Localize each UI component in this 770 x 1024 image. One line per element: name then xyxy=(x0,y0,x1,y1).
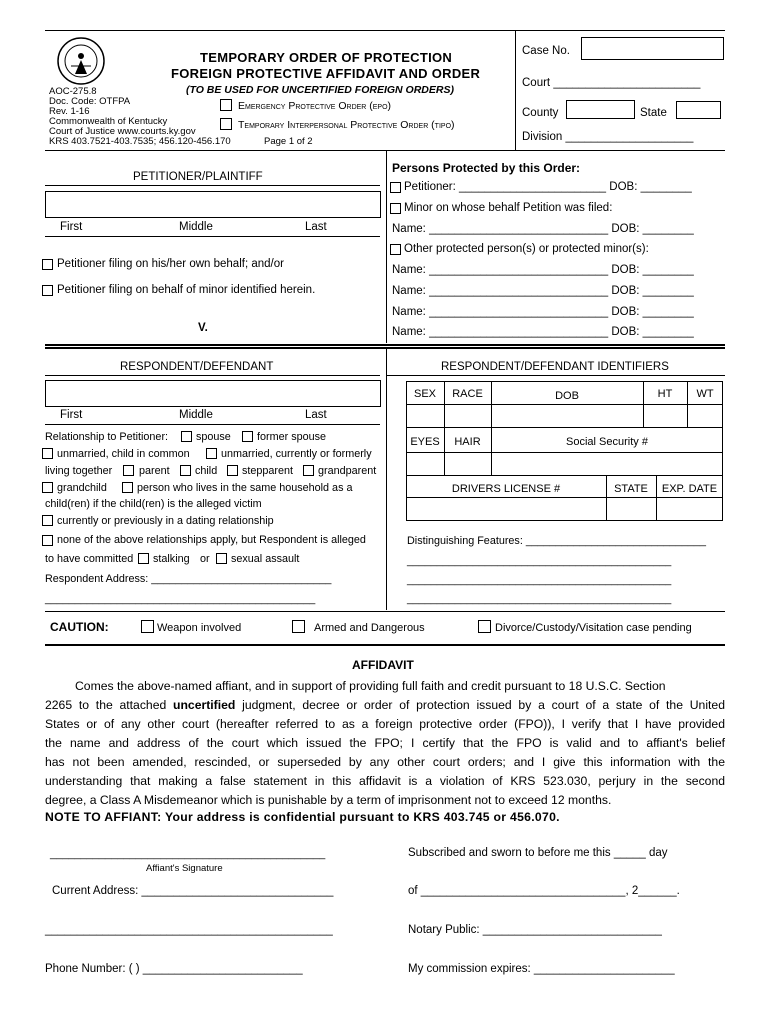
sex-header: SEX xyxy=(413,388,436,400)
unmarried-child-label: unmarried, child in common xyxy=(57,448,190,460)
affidavit-line-3: States or of any other court (hereafter referred to as a foreign protective order (FPO)), I verify that I have provided xyxy=(45,717,725,731)
sexual-assault-checkbox[interactable] xyxy=(216,553,227,564)
epo-label: Emergency Protective Order (epo) xyxy=(238,100,392,112)
grandchild-label: grandchild xyxy=(57,482,107,494)
none-above-label: none of the above relationships apply, but Respondent is alleged xyxy=(57,534,366,546)
divorce-label: Divorce/Custody/Visitation case pending xyxy=(495,622,692,634)
notary-public-field[interactable]: Notary Public: ____________________________ xyxy=(408,924,662,936)
caution-top-rule xyxy=(45,611,725,612)
commission-expires-field[interactable]: My commission expires: ______________________ xyxy=(408,963,675,975)
features-line-1[interactable]: ____________________________________________ xyxy=(407,555,672,567)
relationship-label: Relationship to Petitioner: xyxy=(45,431,169,443)
form-subtitle: (TO BE USED FOR UNCERTIFIED FOREIGN ORDERS) xyxy=(186,84,454,96)
respondent-last-label: Last xyxy=(305,409,327,421)
affiant-signature-field[interactable]: _____________________________________________ xyxy=(50,848,326,860)
affidavit-line-6: understanding that making a false statement in this affidavit is a violation of KRS 523.030, perjury in the second xyxy=(45,774,725,788)
spouse-checkbox[interactable] xyxy=(181,431,192,442)
form-title-2: FOREIGN PROTECTIVE AFFIDAVIT AND ORDER xyxy=(171,66,481,81)
division-field[interactable]: Division ____________________ xyxy=(522,131,694,143)
minor-behalf-checkbox[interactable] xyxy=(42,285,53,296)
former-spouse-label: former spouse xyxy=(257,431,327,443)
protected-heading: Persons Protected by this Order: xyxy=(392,161,581,175)
minor-label: Minor on whose behalf Petition was filed: xyxy=(404,202,613,214)
race-header: RACE xyxy=(452,388,483,400)
current-address-field[interactable]: Current Address: ______________________________ xyxy=(52,885,334,897)
header-bottom-rule xyxy=(45,150,725,151)
identifiers-table xyxy=(406,381,723,521)
own-behalf-label: Petitioner filing on his/her own behalf; and/or xyxy=(57,258,284,270)
id-row-line-5 xyxy=(406,497,723,498)
state-label: State xyxy=(640,107,667,119)
petitioner-middle-label: Middle xyxy=(179,221,213,233)
form-number: AOC-275.8 xyxy=(49,86,97,97)
affidavit-line-1: Comes the above-named affiant, and in support of providing full faith and credit pursuant to 18 U.S.C. Section xyxy=(75,679,666,693)
exp-date-header: EXP. DATE xyxy=(661,483,718,495)
living-together-label: living together xyxy=(45,465,113,477)
other-name-field-2[interactable]: Name: ____________________________ DOB: ________ xyxy=(392,285,694,297)
ssn-header: Social Security # xyxy=(566,436,648,448)
or-label: or xyxy=(200,553,210,565)
header-divider xyxy=(515,30,516,150)
affidavit-line-2: 2265 to the attached uncertified judgment, decree or order of protection issued by a court of a state of the United xyxy=(45,698,725,712)
minor-behalf-label: Petitioner filing on behalf of minor identified herein. xyxy=(57,284,316,296)
id-col-line xyxy=(656,475,657,521)
doc-code: Doc. Code: OTFPA xyxy=(49,96,131,107)
protected-divider xyxy=(386,150,387,343)
dating-label: currently or previously in a dating relationship xyxy=(57,515,274,527)
id-col-line xyxy=(491,381,492,427)
features-line-3[interactable]: ____________________________________________ xyxy=(407,593,672,605)
hair-header: HAIR xyxy=(454,436,481,448)
affiant-note: NOTE TO AFFIANT: Your address is confidential pursuant to KRS 403.745 or 456.070. xyxy=(45,810,560,824)
distinguishing-features-field[interactable]: Distinguishing Features: ______________________________ xyxy=(407,535,706,547)
divorce-checkbox[interactable] xyxy=(478,620,491,633)
petitioner-last-label: Last xyxy=(305,221,327,233)
form-title-1: TEMPORARY ORDER OF PROTECTION xyxy=(200,50,453,65)
identifiers-heading: RESPONDENT/DEFENDANT IDENTIFIERS xyxy=(441,361,669,373)
wt-header: WT xyxy=(696,388,714,400)
tipo-label: Temporary Interpersonal Protective Order (tipo) xyxy=(238,119,455,131)
grandparent-label: grandparent xyxy=(318,465,377,477)
other-name-field-1[interactable]: Name: ____________________________ DOB: ________ xyxy=(392,264,694,276)
child-label: child xyxy=(195,465,218,477)
stalking-label: stalking xyxy=(153,553,190,565)
own-behalf-checkbox[interactable] xyxy=(42,259,53,270)
petitioner-name-field[interactable] xyxy=(45,191,381,218)
respondent-address-field[interactable]: Respondent Address: ______________________________ xyxy=(45,573,332,585)
affidavit-heading: AFFIDAVIT xyxy=(352,658,414,672)
committed-label: to have committed xyxy=(45,553,134,565)
county-field[interactable] xyxy=(566,100,635,119)
state-field[interactable] xyxy=(676,101,721,119)
stalking-checkbox[interactable] xyxy=(138,553,149,564)
license-header: DRIVERS LICENSE # xyxy=(451,483,561,495)
revision: Rev. 1-16 xyxy=(49,106,90,117)
protected-petitioner-checkbox[interactable] xyxy=(390,182,401,193)
identifiers-divider xyxy=(386,348,387,610)
affidavit-line-5: has not been amended, rescinded, or superseded by any other court orders; and I give this information with the xyxy=(45,755,725,769)
krs-reference: KRS 403.7521-403.7535; 456.120-456.170 xyxy=(49,136,231,147)
id-row-line-3 xyxy=(406,452,723,453)
section-rule xyxy=(45,344,725,346)
tipo-checkbox[interactable] xyxy=(220,118,232,130)
versus: V. xyxy=(198,322,208,334)
id-row-line-4 xyxy=(406,475,723,476)
section-rule-2 xyxy=(45,347,725,349)
ht-header: HT xyxy=(657,388,673,400)
id-row-line-2 xyxy=(406,427,723,428)
respondent-heading: RESPONDENT/DEFENDANT xyxy=(120,361,274,373)
respondent-middle-label: Middle xyxy=(179,409,213,421)
respondent-rule-2 xyxy=(45,424,380,425)
commonwealth: Commonwealth of Kentucky xyxy=(49,116,168,127)
other-name-field-4[interactable]: Name: ____________________________ DOB: ________ xyxy=(392,326,694,338)
spouse-label: spouse xyxy=(196,431,231,443)
affiant-signature-label: Affiant's Signature xyxy=(146,863,223,874)
petitioner-rule xyxy=(45,185,380,186)
affidavit-top-rule xyxy=(45,644,725,646)
petitioner-first-label: First xyxy=(60,221,83,233)
stepparent-label: stepparent xyxy=(242,465,294,477)
respondent-rule xyxy=(45,375,380,376)
affidavit-line-4: the name and address of the court which issued the FPO; I certify that the FPO is valid and to affiant's belief xyxy=(45,736,725,750)
caution-label: CAUTION: xyxy=(50,620,109,634)
dating-checkbox[interactable] xyxy=(42,515,53,526)
respondent-address-field-2[interactable]: _____________________________________________ xyxy=(45,593,316,605)
grandparent-checkbox[interactable] xyxy=(303,465,314,476)
eyes-header: EYES xyxy=(410,436,440,448)
petitioner-rule-2 xyxy=(45,236,380,237)
armed-label: Armed and Dangerous xyxy=(314,622,425,634)
county-label: County xyxy=(522,107,559,119)
petitioner-heading: PETITIONER/PLAINTIFF xyxy=(133,171,263,183)
household-checkbox[interactable] xyxy=(122,482,133,493)
weapon-checkbox[interactable] xyxy=(141,620,154,633)
respondent-first-label: First xyxy=(60,409,83,421)
armed-checkbox[interactable] xyxy=(292,620,305,633)
address-line-2[interactable]: _____________________________________________ xyxy=(45,924,333,936)
state-header: STATE xyxy=(614,483,648,495)
child-checkbox[interactable] xyxy=(180,465,191,476)
identifiers-rule xyxy=(386,375,725,376)
affidavit-line-7: degree, a Class A Misdemeanor which is punishable by a term of imprisonment not to exceed 12 months. xyxy=(45,793,612,807)
unmarried-formerly-checkbox[interactable] xyxy=(206,448,217,459)
weapon-label: Weapon involved xyxy=(157,622,242,634)
unmarried-child-checkbox[interactable] xyxy=(42,448,53,459)
features-line-2[interactable]: ____________________________________________ xyxy=(407,574,672,586)
case-no-label: Case No. xyxy=(522,45,570,57)
protected-petitioner-field[interactable]: Petitioner: _______________________ DOB: ________ xyxy=(404,181,692,193)
minor-name-field[interactable]: Name: ____________________________ DOB: ________ xyxy=(392,223,694,235)
case-no-field[interactable] xyxy=(581,37,724,60)
parent-checkbox[interactable] xyxy=(123,465,134,476)
page-number: Page 1 of 2 xyxy=(264,136,313,147)
court-of-justice: Court of Justice www.courts.ky.gov xyxy=(49,126,196,137)
id-col-line xyxy=(444,427,445,475)
grandchild-checkbox[interactable] xyxy=(42,482,53,493)
unmarried-formerly-label: unmarried, currently or formerly xyxy=(221,448,372,460)
minor-checkbox[interactable] xyxy=(390,203,401,214)
id-row-line-1 xyxy=(406,404,723,405)
other-protected-label: Other protected person(s) or protected minor(s): xyxy=(404,243,649,255)
epo-checkbox[interactable] xyxy=(220,99,232,111)
date-of-field[interactable]: of ________________________________, 2______. xyxy=(408,885,680,897)
other-protected-checkbox[interactable] xyxy=(390,244,401,255)
none-above-checkbox[interactable] xyxy=(42,535,53,546)
id-col-line xyxy=(606,475,607,521)
parent-label: parent xyxy=(139,465,170,477)
stepparent-checkbox[interactable] xyxy=(227,465,238,476)
dob-header: DOB xyxy=(555,390,579,402)
id-col-line xyxy=(491,427,492,475)
court-field[interactable]: Court _______________________ xyxy=(522,77,701,89)
household-label: person who lives in the same household as a xyxy=(137,482,353,494)
sexual-assault-label: sexual assault xyxy=(231,553,300,565)
household-label-2: child(ren) if the child(ren) is the alleged victim xyxy=(45,498,262,510)
phone-number-field[interactable]: Phone Number: ( ) _________________________ xyxy=(45,963,303,975)
respondent-name-field[interactable] xyxy=(45,380,381,407)
subscribed-sworn[interactable]: Subscribed and sworn to before me this _____ day xyxy=(408,847,668,859)
kentucky-seal-icon xyxy=(56,36,106,86)
former-spouse-checkbox[interactable] xyxy=(242,431,253,442)
top-rule xyxy=(45,30,725,31)
other-name-field-3[interactable]: Name: ____________________________ DOB: ________ xyxy=(392,306,694,318)
